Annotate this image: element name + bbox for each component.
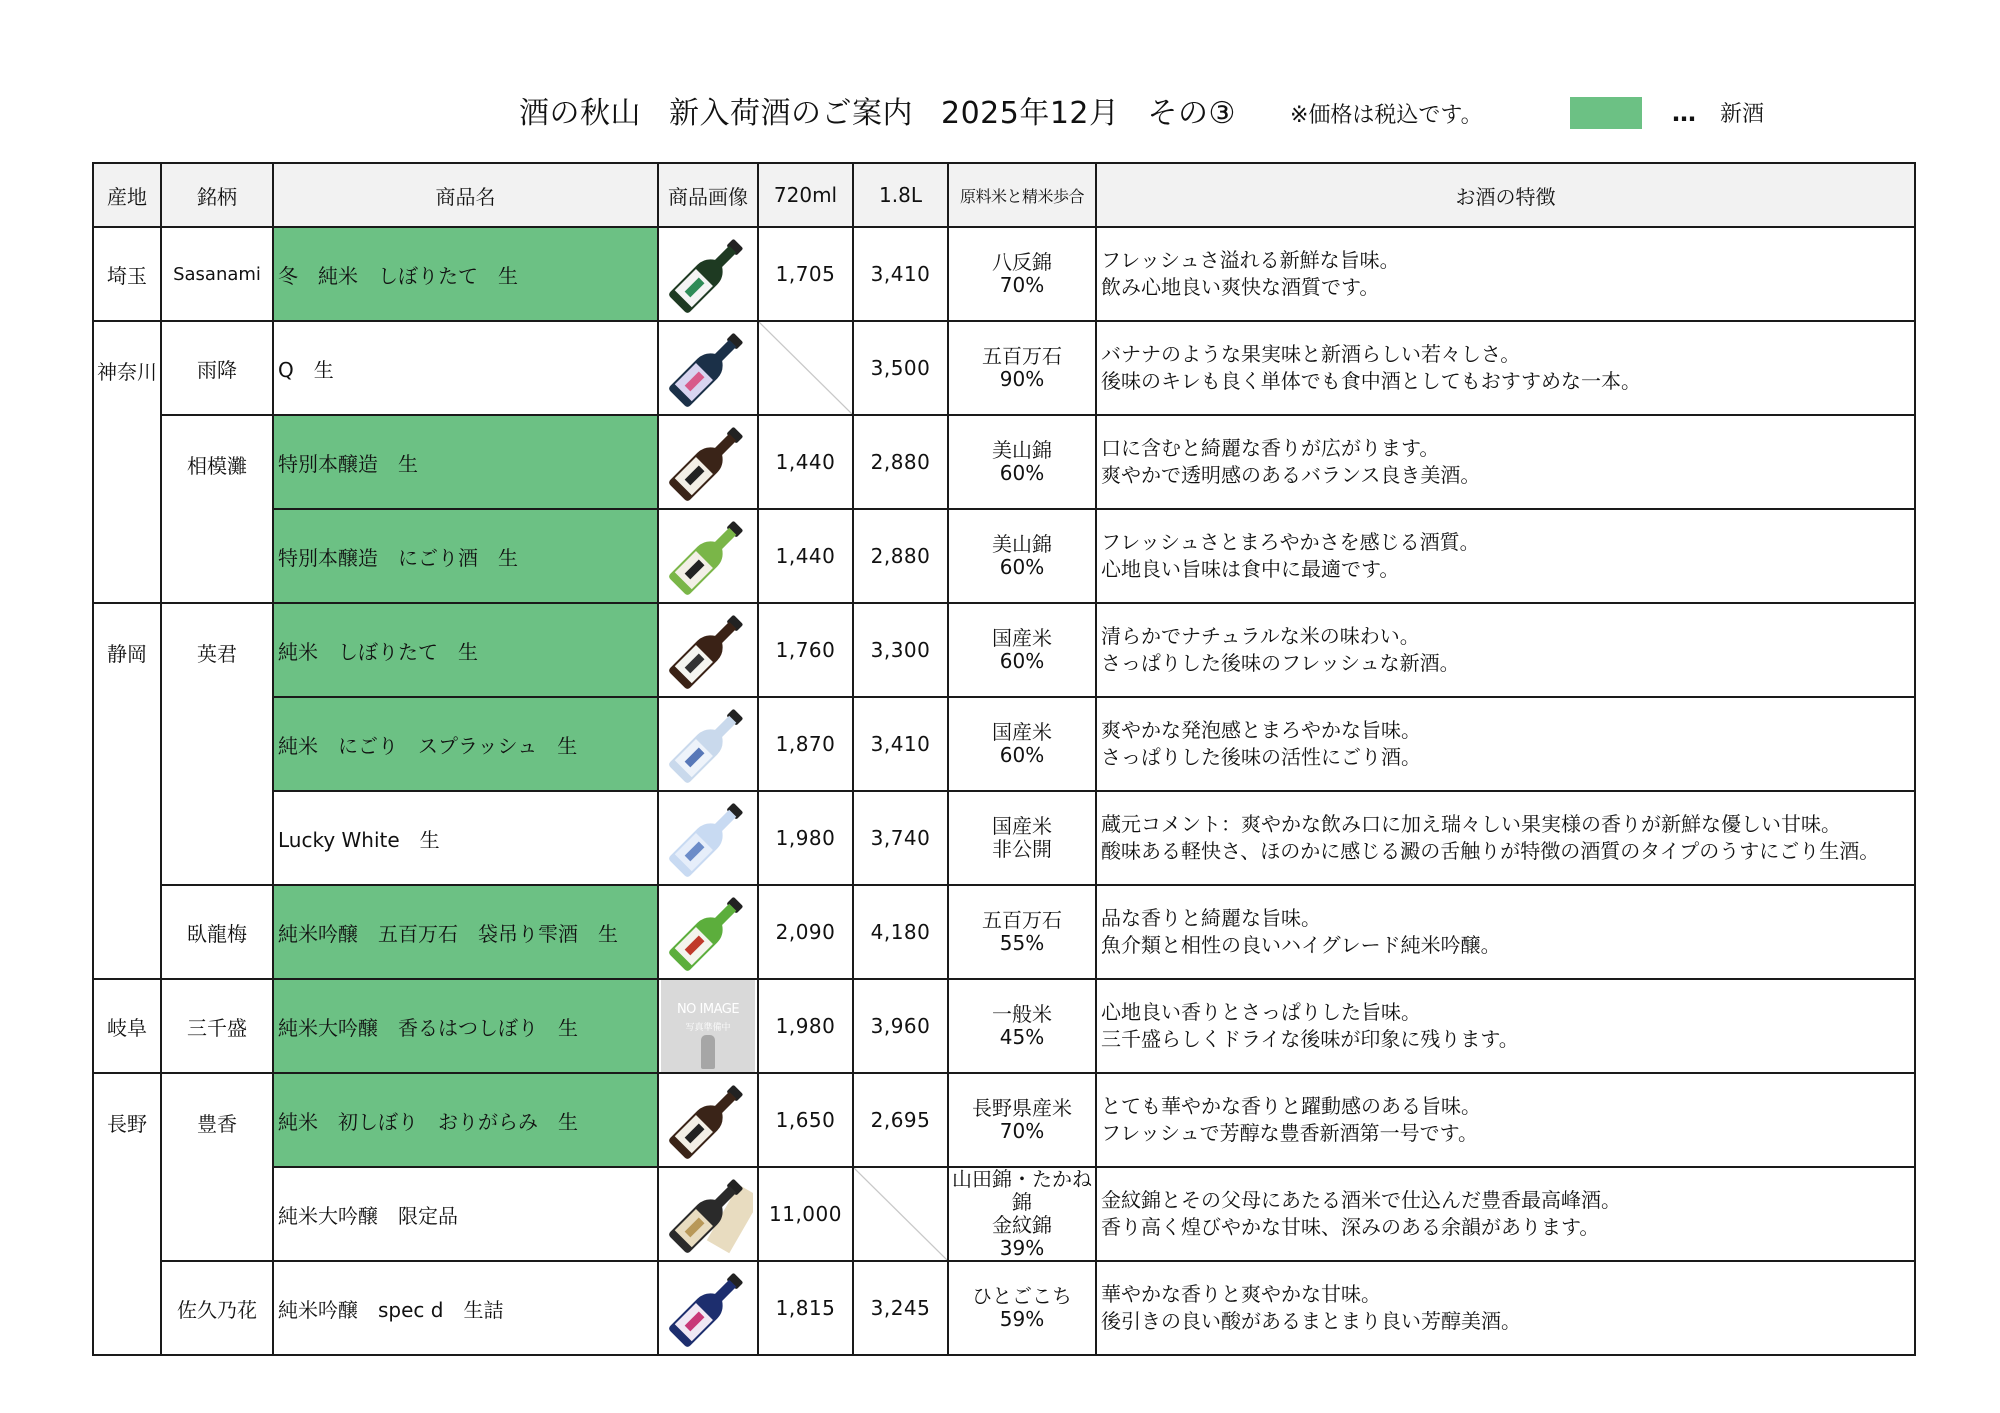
price-720ml-cell: 1,440 <box>758 509 853 603</box>
product-name-cell: Lucky White 生 <box>273 791 658 885</box>
title-issue: その③ <box>1147 96 1236 131</box>
rice-line: 美山錦 <box>992 532 1052 556</box>
rice-line: 金紋錦 <box>992 1213 1052 1237</box>
rice-line: 60% <box>999 461 1045 485</box>
rice-cell <box>948 415 1096 509</box>
price-1800ml-cell <box>853 1167 948 1261</box>
title-text: 新入荷酒のご案内 <box>669 96 913 131</box>
no-image-sub: 写真準備中 <box>685 1023 731 1033</box>
brand-cell: 臥龍梅 <box>161 885 273 979</box>
notes-cell <box>1096 227 1915 321</box>
rice-line: 60% <box>999 555 1045 579</box>
notes-line: 後引きの良い酸があるまとまり良い芳醇美酒。 <box>1101 1309 1521 1333</box>
product-image-cell <box>658 603 758 697</box>
region-cell: 神奈川 <box>93 321 161 603</box>
price-720ml-cell <box>758 321 853 415</box>
rice-cell <box>948 979 1096 1073</box>
notes-line: 爽やかで透明感のあるバランス良き美酒。 <box>1101 463 1481 487</box>
rice-cell <box>948 791 1096 885</box>
notes-line: 蔵元コメント：爽やかな飲み口に加え瑞々しい果実様の香りが新鮮な優しい甘味。 <box>1101 812 1841 836</box>
price-1800ml-cell: 3,245 <box>853 1261 948 1355</box>
bottle-icon <box>663 793 753 883</box>
product-name-cell: 純米大吟醸 限定品 <box>273 1167 658 1261</box>
notes-cell <box>1096 979 1915 1073</box>
table-row <box>93 509 1915 603</box>
bottle-icon <box>663 417 753 507</box>
price-720ml-cell: 1,705 <box>758 227 853 321</box>
notes-line: フレッシュさ溢れる新鮮な旨味。 <box>1101 248 1400 272</box>
rice-line: 国産米 <box>992 720 1052 744</box>
rice-cell <box>948 509 1096 603</box>
table-row <box>93 227 1915 321</box>
page-title <box>519 92 1236 136</box>
page-header <box>0 92 2000 138</box>
table-row <box>93 1261 1915 1355</box>
legend-dots: … <box>1672 99 1698 127</box>
rice-line: 非公開 <box>992 837 1052 861</box>
rice-line: 70% <box>999 273 1045 297</box>
product-name-cell: 特別本醸造 にごり酒 生 <box>273 509 658 603</box>
table-row <box>93 885 1915 979</box>
rice-line: 60% <box>999 743 1045 767</box>
price-720ml-cell: 2,090 <box>758 885 853 979</box>
col-notes: お酒の特徴 <box>1096 163 1915 227</box>
rice-cell <box>948 1167 1096 1261</box>
product-image-cell <box>658 697 758 791</box>
table-row <box>93 697 1915 791</box>
notes-line: さっぱりした後味の活性にごり酒。 <box>1101 745 1421 769</box>
table-header-row <box>93 163 1915 227</box>
rice-line: 五百万石 <box>982 344 1062 368</box>
rice-line: 国産米 <box>992 814 1052 838</box>
notes-cell <box>1096 321 1915 415</box>
notes-line: 三千盛らしくドライな後味が印象に残ります。 <box>1101 1027 1519 1051</box>
brand-cell: 三千盛 <box>161 979 273 1073</box>
rice-line: 国産米 <box>992 626 1052 650</box>
rice-cell <box>948 1073 1096 1167</box>
legend-swatch <box>1570 97 1642 129</box>
product-image-cell <box>658 227 758 321</box>
notes-cell <box>1096 791 1915 885</box>
notes-line: とても華やかな香りと躍動感のある旨味。 <box>1101 1094 1481 1118</box>
table-row <box>93 603 1915 697</box>
col-product: 商品名 <box>273 163 658 227</box>
table-row <box>93 415 1915 509</box>
product-image-cell <box>658 509 758 603</box>
placeholder-bottle-icon <box>701 1035 715 1069</box>
rice-line: 八反錦 <box>992 250 1052 274</box>
rice-cell <box>948 227 1096 321</box>
col-brand: 銘柄 <box>161 163 273 227</box>
title-period: 2025年12月 <box>941 96 1120 131</box>
rice-line: 55% <box>999 931 1045 955</box>
price-1800ml-cell: 3,740 <box>853 791 948 885</box>
price-720ml-cell: 1,980 <box>758 979 853 1073</box>
notes-line: 口に含むと綺麗な香りが広がります。 <box>1101 436 1440 460</box>
price-720ml-cell: 1,870 <box>758 697 853 791</box>
product-image-cell <box>658 1167 758 1261</box>
table-row <box>93 1073 1915 1167</box>
bottle-icon <box>663 1263 753 1353</box>
product-image-cell <box>658 885 758 979</box>
notes-line: フレッシュさとまろやかさを感じる酒質。 <box>1101 530 1480 554</box>
rice-line: 一般米 <box>992 1002 1052 1026</box>
bottle-icon <box>663 887 753 977</box>
product-image-cell <box>658 1073 758 1167</box>
rice-line: 39% <box>999 1236 1045 1260</box>
notes-line: さっぱりした後味のフレッシュな新酒。 <box>1101 651 1460 675</box>
price-720ml-cell: 1,760 <box>758 603 853 697</box>
rice-line: 長野県産米 <box>972 1096 1072 1120</box>
rice-cell <box>948 603 1096 697</box>
product-image-cell <box>658 791 758 885</box>
price-720ml-cell: 1,650 <box>758 1073 853 1167</box>
bottle-icon <box>663 1075 753 1165</box>
brand-cell: 佐久乃花 <box>161 1261 273 1355</box>
brand-cell: 英君 <box>161 603 273 885</box>
notes-cell <box>1096 509 1915 603</box>
rice-cell <box>948 321 1096 415</box>
price-720ml-cell: 1,815 <box>758 1261 853 1355</box>
rice-cell <box>948 1261 1096 1355</box>
price-1800ml-cell: 2,695 <box>853 1073 948 1167</box>
rice-line: 70% <box>999 1119 1045 1143</box>
col-price-720ml: 720ml <box>758 163 853 227</box>
no-image-placeholder <box>661 980 755 1072</box>
product-name-cell: Q 生 <box>273 321 658 415</box>
table-row <box>93 321 1915 415</box>
notes-line: バナナのような果実味と新酒らしい若々しさ。 <box>1101 342 1521 366</box>
shop-name: 酒の秋山 <box>519 96 641 131</box>
product-name-cell: 純米吟醸 五百万石 袋吊り雫酒 生 <box>273 885 658 979</box>
brand-cell: Sasanami <box>161 227 273 321</box>
product-image-cell <box>658 321 758 415</box>
notes-line: 心地良い旨味は食中に最適です。 <box>1101 557 1400 581</box>
product-name-cell: 冬 純米 しぼりたて 生 <box>273 227 658 321</box>
product-name-cell: 純米大吟醸 香るはつしぼり 生 <box>273 979 658 1073</box>
price-1800ml-cell: 2,880 <box>853 415 948 509</box>
notes-line: 香り高く煌びやかな甘味、深みのある余韻があります。 <box>1101 1215 1600 1239</box>
notes-line: 魚介類と相性の良いハイグレード純米吟醸。 <box>1101 933 1501 957</box>
bottle-icon <box>663 605 753 695</box>
rice-cell <box>948 697 1096 791</box>
notes-cell <box>1096 697 1915 791</box>
notes-line: 華やかな香りと爽やかな甘味。 <box>1101 1282 1381 1306</box>
product-name-cell: 純米吟醸 spec d 生詰 <box>273 1261 658 1355</box>
price-1800ml-cell: 3,300 <box>853 603 948 697</box>
price-720ml-cell: 1,980 <box>758 791 853 885</box>
region-cell: 静岡 <box>93 603 161 979</box>
price-720ml-cell: 11,000 <box>758 1167 853 1261</box>
rice-line: 山田錦・たかね錦 <box>952 1167 1092 1214</box>
brand-cell: 雨降 <box>161 321 273 415</box>
notes-cell <box>1096 885 1915 979</box>
sake-list-table <box>92 162 1916 1356</box>
product-name-cell: 純米 にごり スプラッシュ 生 <box>273 697 658 791</box>
notes-line: 飲み心地良い爽快な酒質です。 <box>1101 275 1380 299</box>
bottle-icon <box>663 323 753 413</box>
notes-line: 品な香りと綺麗な旨味。 <box>1101 906 1321 930</box>
price-1800ml-cell: 3,410 <box>853 697 948 791</box>
rice-line: 59% <box>999 1307 1045 1331</box>
notes-line: 爽やかな発泡感とまろやかな旨味。 <box>1101 718 1421 742</box>
rice-line: 45% <box>999 1025 1045 1049</box>
notes-cell <box>1096 1073 1915 1167</box>
table-row <box>93 791 1915 885</box>
rice-line: 90% <box>999 367 1045 391</box>
product-image-cell <box>658 1261 758 1355</box>
brand-cell: 相模灘 <box>161 415 273 603</box>
price-1800ml-cell: 3,500 <box>853 321 948 415</box>
rice-line: ひとごこち <box>972 1284 1072 1308</box>
notes-cell <box>1096 1261 1915 1355</box>
region-cell: 埼玉 <box>93 227 161 321</box>
col-price-1800ml: 1.8L <box>853 163 948 227</box>
table-row <box>93 979 1915 1073</box>
price-1800ml-cell: 3,410 <box>853 227 948 321</box>
notes-cell <box>1096 603 1915 697</box>
notes-line: 酸味ある軽快さ、ほのかに感じる澱の舌触りが特徴の酒質のタイプのうすにごり生酒。 <box>1101 839 1880 863</box>
no-image-label: NO IMAGE <box>676 1002 740 1017</box>
notes-line: 心地良い香りとさっぱりした旨味。 <box>1101 1000 1421 1024</box>
product-name-cell: 特別本醸造 生 <box>273 415 658 509</box>
bottle-icon <box>663 229 753 319</box>
notes-cell <box>1096 1167 1915 1261</box>
rice-cell <box>948 885 1096 979</box>
legend-label: 新酒 <box>1720 102 1765 127</box>
region-cell: 長野 <box>93 1073 161 1355</box>
col-image: 商品画像 <box>658 163 758 227</box>
col-rice: 原料米と精米歩合 <box>948 163 1096 227</box>
price-1800ml-cell: 3,960 <box>853 979 948 1073</box>
rice-line: 五百万石 <box>982 908 1062 932</box>
bottle-icon <box>663 1169 753 1259</box>
bottle-icon <box>663 511 753 601</box>
price-1800ml-cell: 2,880 <box>853 509 948 603</box>
product-image-cell <box>658 415 758 509</box>
rice-line: 60% <box>999 649 1045 673</box>
table-row <box>93 1167 1915 1261</box>
price-1800ml-cell: 4,180 <box>853 885 948 979</box>
notes-line: 金紋錦とその父母にあたる酒米で仕込んだ豊香最高峰酒。 <box>1101 1188 1621 1212</box>
price-720ml-cell: 1,440 <box>758 415 853 509</box>
bottle-icon <box>663 699 753 789</box>
product-name-cell: 純米 初しぼり おりがらみ 生 <box>273 1073 658 1167</box>
notes-line: 後味のキレも良く単体でも食中酒としてもおすすめな一本。 <box>1101 369 1641 393</box>
product-name-cell: 純米 しぼりたて 生 <box>273 603 658 697</box>
col-region: 産地 <box>93 163 161 227</box>
brand-cell: 豊香 <box>161 1073 273 1261</box>
rice-line: 美山錦 <box>992 438 1052 462</box>
notes-line: 清らかでナチュラルな米の味わい。 <box>1101 624 1420 648</box>
product-image-cell <box>658 979 758 1073</box>
region-cell: 岐阜 <box>93 979 161 1073</box>
notes-line: フレッシュで芳醇な豊香新酒第一号です。 <box>1101 1121 1478 1145</box>
tax-note: ※価格は税込です。 <box>1290 103 1483 128</box>
notes-cell <box>1096 415 1915 509</box>
